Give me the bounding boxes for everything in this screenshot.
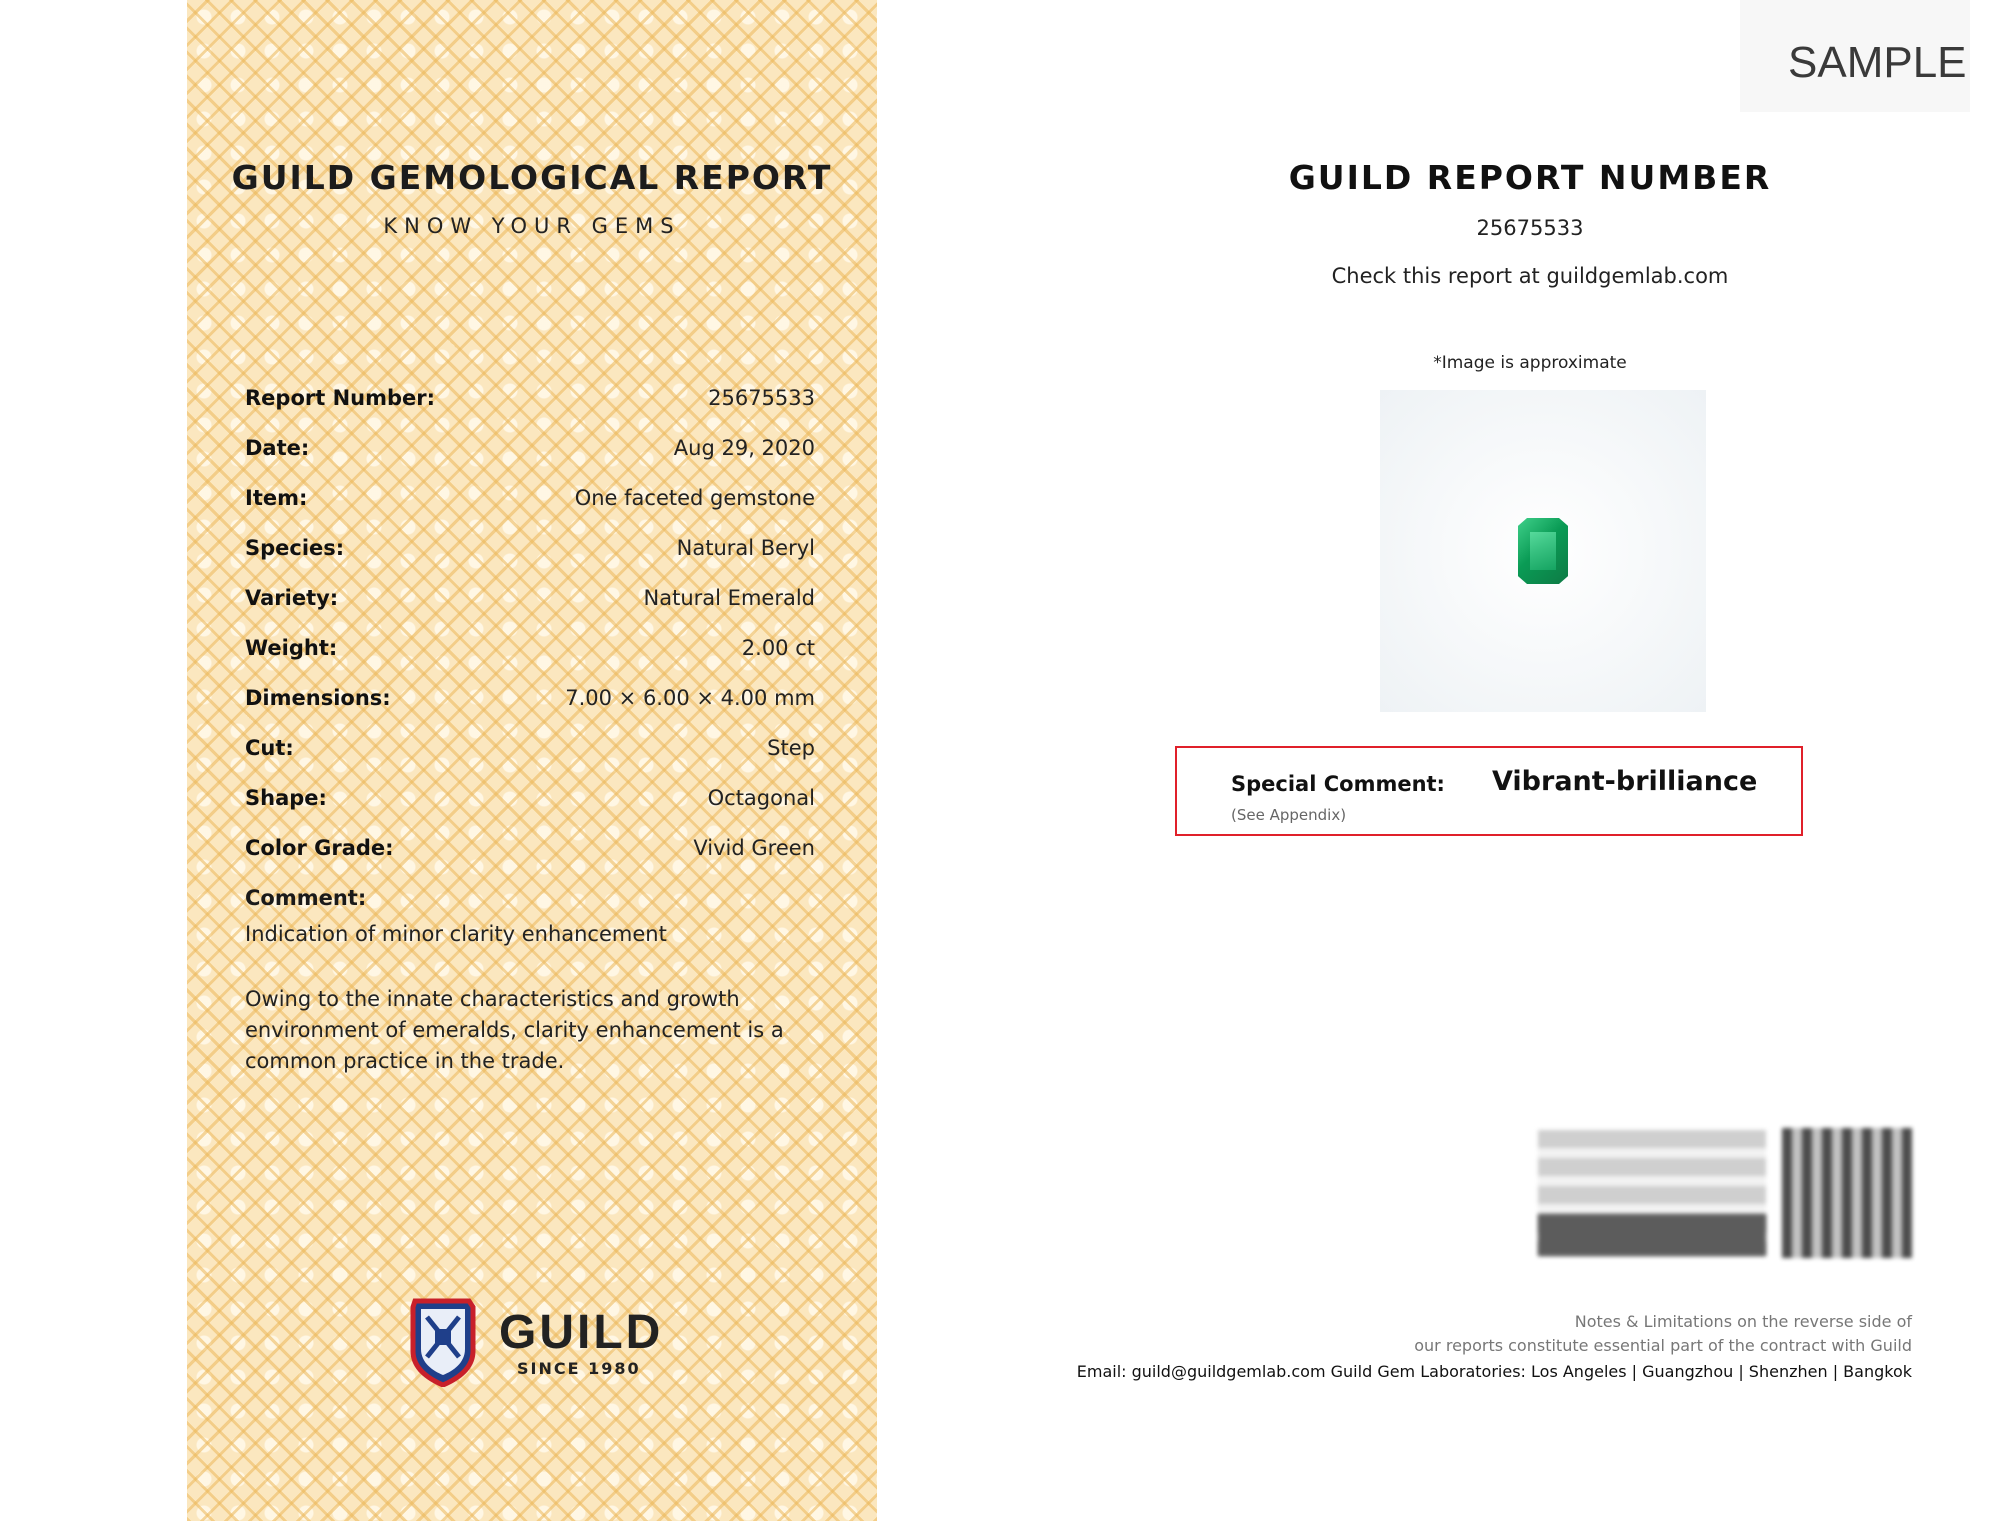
- gem-table-facet: [1530, 532, 1556, 570]
- footer-notes-line2: our reports constitute essential part of the contract with Guild: [1414, 1336, 1912, 1355]
- footer-notes: [1414, 1310, 1912, 1358]
- field-value: Aug 29, 2020: [673, 436, 815, 460]
- field-label: Species:: [245, 536, 345, 560]
- field-value: Octagonal: [707, 786, 815, 810]
- field-cut: [245, 736, 815, 786]
- field-label: Cut:: [245, 736, 294, 760]
- field-label: Weight:: [245, 636, 338, 660]
- field-item: [245, 486, 815, 536]
- footer-contact: Email: guild@guildgemlab.com Guild Gem Laboratories: Los Angeles | Guangzhou | Shenzhen | Bangkok: [1076, 1362, 1912, 1381]
- special-comment-appendix: (See Appendix): [1231, 806, 1347, 824]
- field-value: One faceted gemstone: [574, 486, 815, 510]
- field-label: Shape:: [245, 786, 327, 810]
- field-value: Natural Beryl: [676, 536, 815, 560]
- logo-since: SINCE 1980: [517, 1359, 641, 1378]
- comment-note: Owing to the innate characteristics and growth environment of emeralds, clarity enhancement is a common practice in the trade.: [245, 987, 784, 1073]
- field-value: Step: [767, 736, 815, 760]
- field-value: 2.00 ct: [741, 636, 815, 660]
- redacted-signature-bar: [1538, 1214, 1766, 1256]
- logo-wordmark: GUILD: [499, 1306, 664, 1359]
- special-comment-value: Vibrant-brilliance: [1492, 766, 1758, 797]
- verify-link-text: Check this report at guildgemlab.com: [1331, 264, 1729, 288]
- special-comment-label: Special Comment:: [1231, 772, 1445, 796]
- report-fields: [245, 386, 815, 886]
- field-label: Item:: [245, 486, 308, 510]
- field-label: Report Number:: [245, 386, 436, 410]
- field-dimensions: [245, 686, 815, 736]
- field-color-grade: [245, 836, 815, 886]
- report-number: 25675533: [1476, 216, 1584, 240]
- guild-logo: [407, 1295, 667, 1390]
- field-value: Natural Emerald: [643, 586, 815, 610]
- footer-notes-line1: Notes & Limitations on the reverse side of: [1574, 1312, 1912, 1331]
- sample-watermark: SAMPLE: [1788, 38, 1967, 87]
- special-comment-box: [1175, 746, 1803, 836]
- field-species: [245, 536, 815, 586]
- field-shape: [245, 786, 815, 836]
- field-date: [245, 436, 815, 486]
- report-number-title: GUILD REPORT NUMBER: [1288, 158, 1772, 197]
- shield-icon: [407, 1295, 479, 1387]
- field-value: 7.00 × 6.00 × 4.00 mm: [565, 686, 815, 710]
- field-label: Color Grade:: [245, 836, 394, 860]
- comment-label: Comment:: [245, 886, 367, 910]
- gemstone-photo: [1380, 390, 1706, 712]
- report-title: GUILD GEMOLOGICAL REPORT: [231, 158, 833, 197]
- report-front-panel: [187, 0, 877, 1521]
- report-tagline: KNOW YOUR GEMS: [383, 214, 681, 238]
- field-variety: [245, 586, 815, 636]
- field-value: 25675533: [708, 386, 815, 410]
- field-weight: [245, 636, 815, 686]
- field-label: Date:: [245, 436, 310, 460]
- comment-text: Indication of minor clarity enhancement: [245, 922, 667, 946]
- field-report-number: [245, 386, 815, 436]
- field-label: Variety:: [245, 586, 339, 610]
- field-value: Vivid Green: [693, 836, 815, 860]
- image-note: *Image is approximate: [1433, 353, 1627, 373]
- field-label: Dimensions:: [245, 686, 391, 710]
- redacted-qr-code: [1782, 1128, 1912, 1258]
